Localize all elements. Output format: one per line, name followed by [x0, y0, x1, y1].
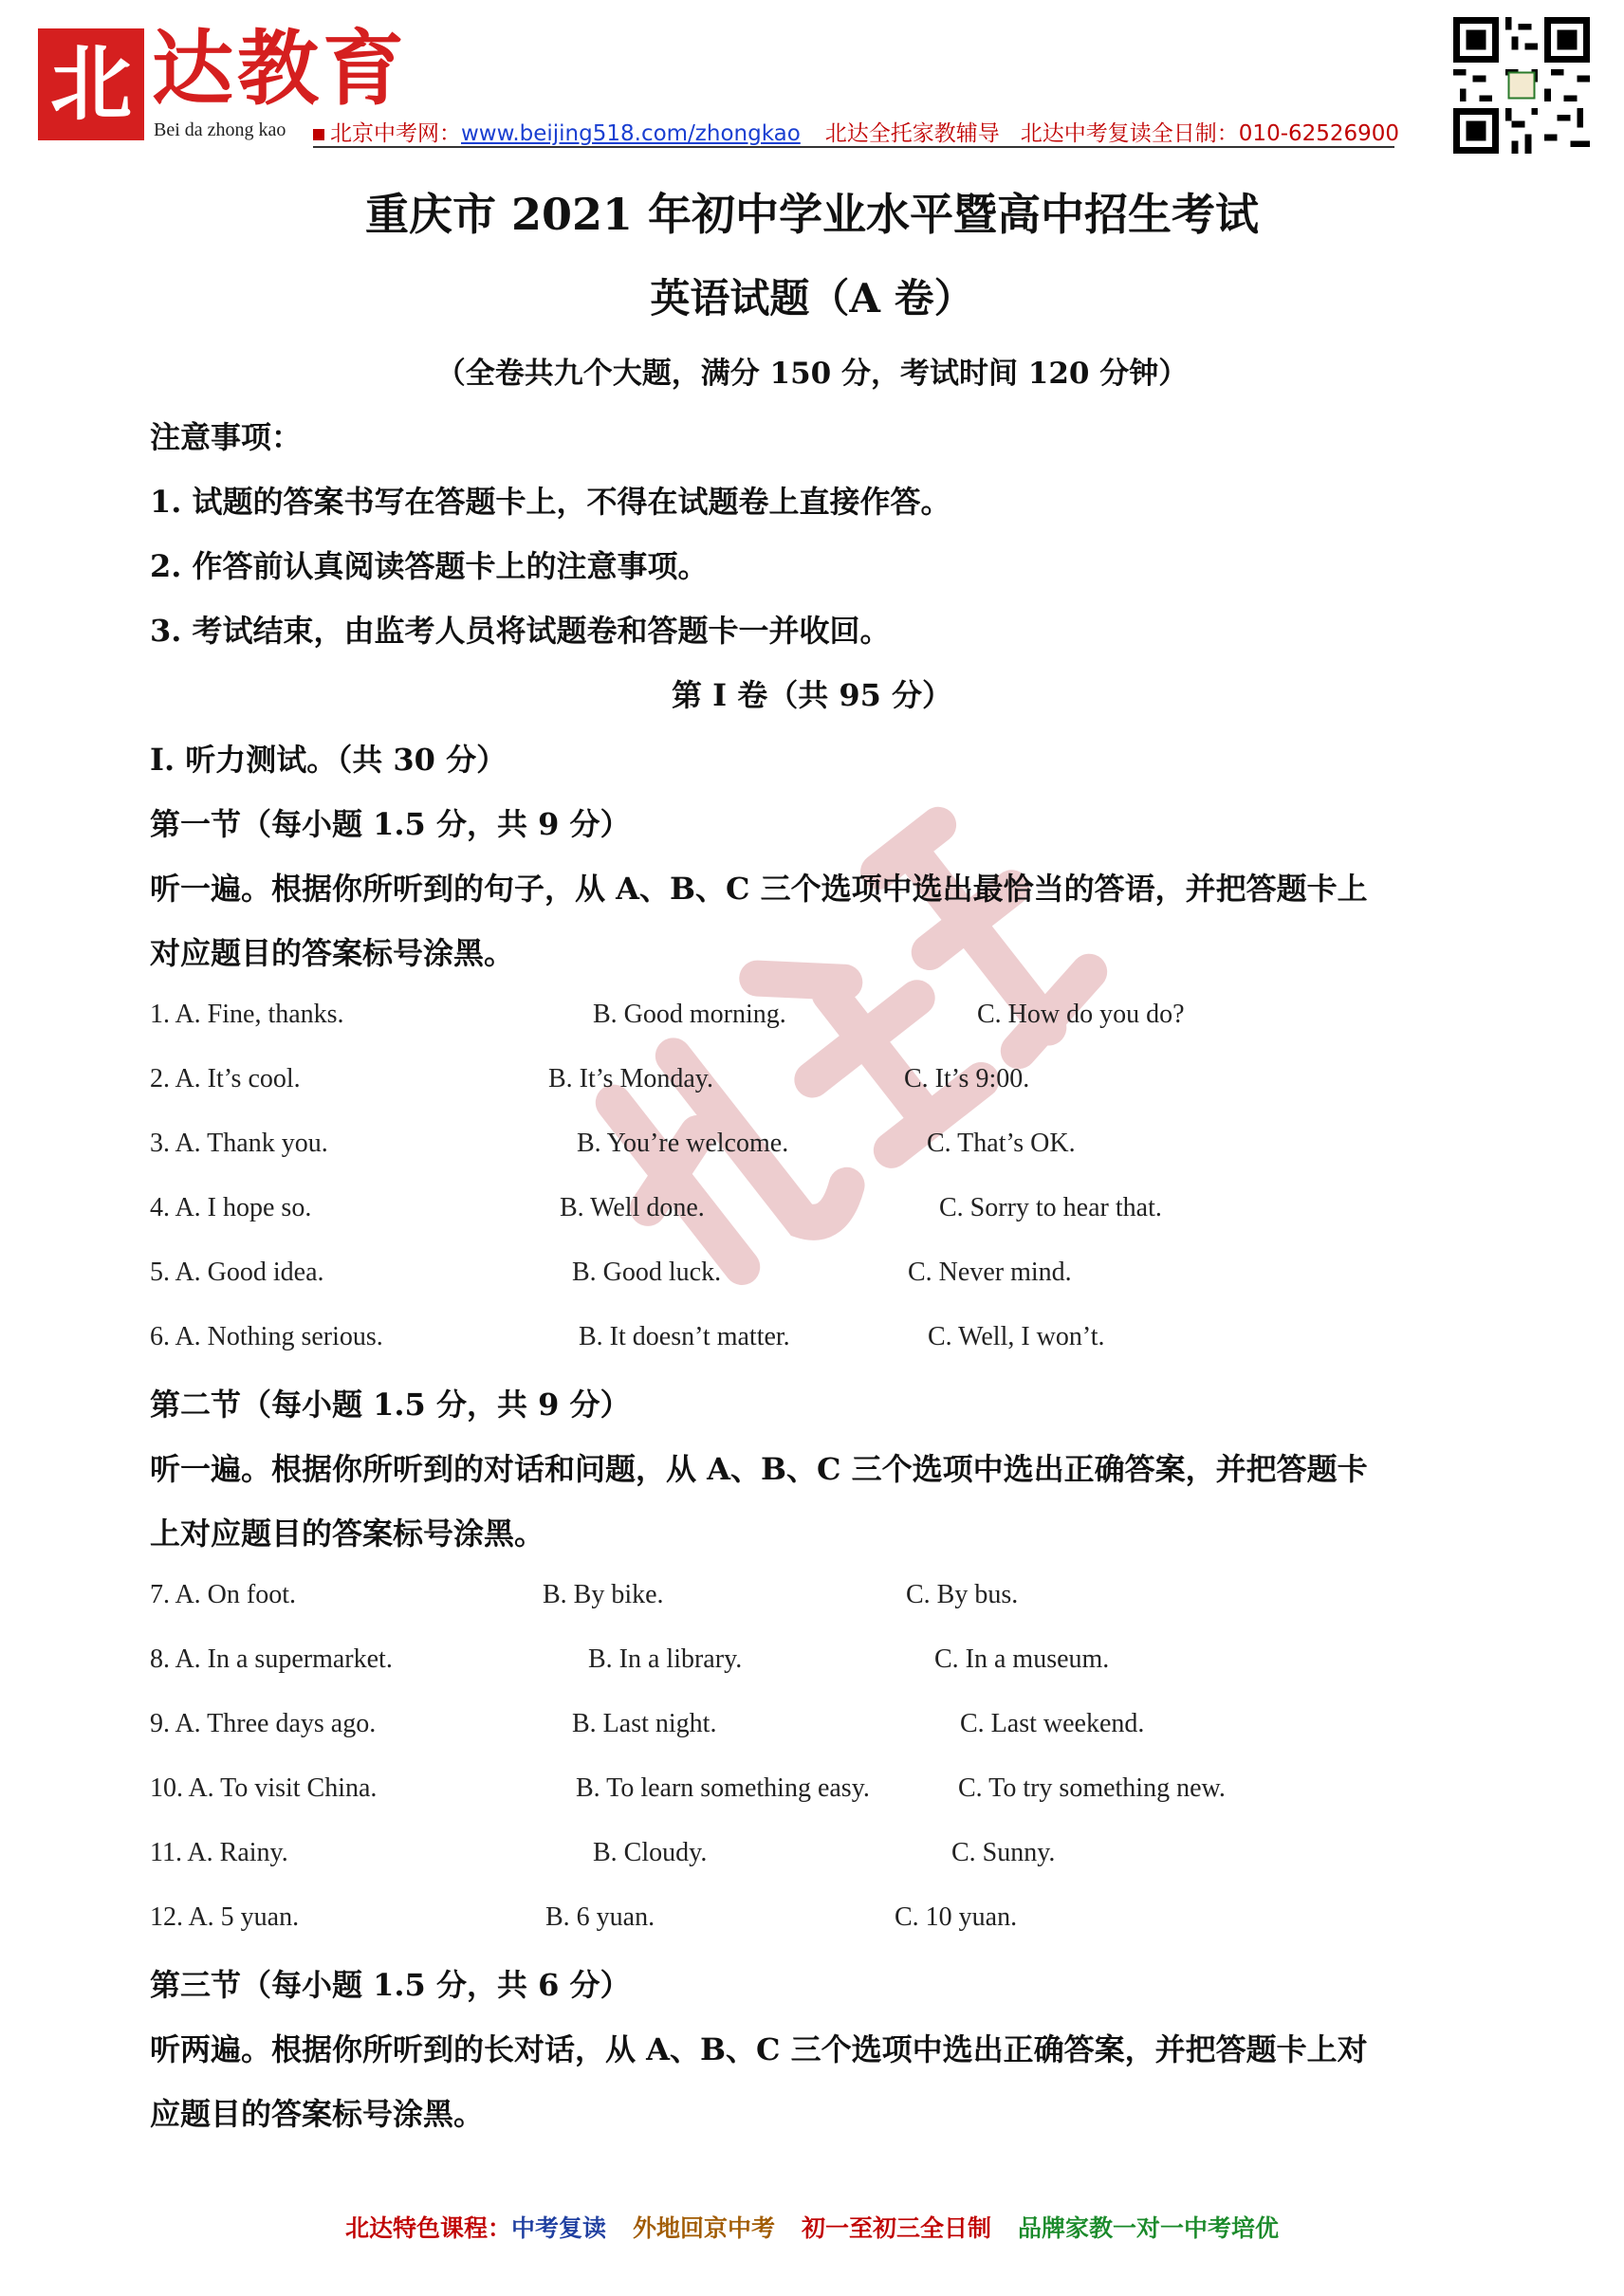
section-title: 第一节（每小题 1.5 分，共 9 分）	[150, 806, 631, 842]
question-option-a: 10. A. To visit China.	[150, 1773, 378, 1803]
question-option-a: 6. A. Nothing serious.	[150, 1322, 383, 1351]
footer-course: 初一至初三全日制	[802, 2214, 992, 2242]
question-option-b: B. It doesn’t matter.	[579, 1322, 790, 1351]
question-option-c: C. That’s OK.	[927, 1129, 1076, 1158]
question-option-c: C. How do you do?	[977, 1000, 1185, 1029]
question-option-a: 5. A. Good idea.	[150, 1258, 324, 1287]
question-option-b: B. 6 yuan.	[545, 1902, 655, 1932]
page-footer	[0, 2210, 1624, 2244]
site-link[interactable]: www.beijing518.com/zhongkao	[461, 121, 801, 146]
question-option-b: B. It’s Monday.	[548, 1064, 713, 1093]
note-item: 2. 作答前认真阅读答题卡上的注意事项。	[150, 548, 709, 584]
section-title: 第二节（每小题 1.5 分，共 9 分）	[150, 1387, 631, 1423]
question-option-a: 3. A. Thank you.	[150, 1129, 328, 1158]
question-option-b: B. To learn something easy.	[576, 1773, 870, 1803]
question-option-c: C. Well, I won’t.	[928, 1322, 1105, 1351]
footer-course: 中考复读	[510, 2214, 606, 2242]
section-title: 第三节（每小题 1.5 分，共 6 分）	[150, 1967, 631, 2003]
brand-logo	[38, 28, 144, 140]
logo-char: 北	[50, 37, 132, 132]
question-option-c: C. Last weekend.	[960, 1709, 1145, 1738]
section-instruction: 应题目的答案标号涂黑。	[150, 2096, 485, 2132]
part-heading: 第 I 卷（共 95 分）	[671, 677, 953, 713]
section-instruction: 听两遍。根据你所听到的长对话，从 A、B、C 三个选项中选出正确答案，并把答题卡上对	[150, 2031, 1368, 2067]
question-option-a: 11. A. Rainy.	[150, 1838, 288, 1867]
footer-course: 外地回京中考	[632, 2214, 775, 2242]
brand-name: 达教育	[152, 22, 408, 117]
question-option-c: C. Sorry to hear that.	[939, 1193, 1162, 1222]
question-option-a: 8. A. In a supermarket.	[150, 1644, 393, 1674]
question-option-c: C. In a museum.	[934, 1644, 1110, 1674]
question-option-a: 2. A. It’s cool.	[150, 1064, 301, 1093]
question-option-a: 9. A. Three days ago.	[150, 1709, 377, 1738]
footer-course: 品牌家教一对一中考培优	[1018, 2214, 1280, 2242]
exam-subtitle: 英语试题（A 卷）	[650, 275, 974, 321]
question-option-b: B. In a library.	[588, 1644, 743, 1674]
exam-info: （全卷共九个大题，满分 150 分，考试时间 120 分钟）	[435, 357, 1189, 391]
question-option-b: B. Good luck.	[572, 1258, 722, 1287]
question-option-b: B. Good morning.	[593, 1000, 786, 1029]
site-label: 北京中考网：	[330, 121, 461, 146]
question-option-c: C. It’s 9:00.	[904, 1064, 1030, 1093]
question-option-b: B. Last night.	[572, 1709, 717, 1738]
question-option-a: 7. A. On foot.	[150, 1580, 296, 1609]
question-option-c: C. 10 yuan.	[895, 1902, 1018, 1932]
section-instruction: 上对应题目的答案标号涂黑。	[150, 1515, 545, 1552]
question-option-b: B. Well done.	[560, 1193, 705, 1222]
question-option-b: B. You’re welcome.	[577, 1129, 789, 1158]
review-phone-text: 北达中考复读全日制：010-62526900	[1020, 121, 1400, 146]
question-option-c: C. Never mind.	[908, 1258, 1072, 1287]
question-option-c: C. Sunny.	[951, 1838, 1056, 1867]
section-instruction: 听一遍。根据你所听到的对话和问题，从 A、B、C 三个选项中选出正确答案，并把答题卡	[150, 1451, 1368, 1487]
listening-section-title: I. 听力测试。（共 30 分）	[150, 742, 508, 778]
note-item: 1. 试题的答案书写在答题卡上，不得在试题卷上直接作答。	[150, 484, 951, 520]
header-contact-line	[313, 116, 1399, 147]
question-option-b: B. By bike.	[543, 1580, 664, 1609]
footer-label: 北达特色课程：	[344, 2214, 511, 2242]
brand-english: Bei da zhong kao	[154, 119, 286, 140]
section-instruction: 对应题目的答案标号涂黑。	[150, 935, 515, 971]
page-header	[0, 0, 1624, 161]
exam-title: 重庆市 2021 年初中学业水平暨高中招生考试	[364, 189, 1260, 240]
question-option-a: 12. A. 5 yuan.	[150, 1902, 300, 1932]
qr-code-icon	[1453, 17, 1590, 154]
notes-heading: 注意事项：	[150, 419, 303, 455]
question-option-b: B. Cloudy.	[593, 1838, 708, 1867]
square-bullet-icon	[313, 129, 324, 140]
header-divider	[313, 146, 1394, 148]
question-option-a: 4. A. I hope so.	[150, 1193, 312, 1222]
question-option-c: C. To try something new.	[958, 1773, 1226, 1803]
question-option-c: C. By bus.	[906, 1580, 1019, 1609]
section-instruction: 听一遍。根据你所听到的句子，从 A、B、C 三个选项中选出最恰当的答语，并把答题卡上	[150, 871, 1368, 907]
question-option-a: 1. A. Fine, thanks.	[150, 1000, 344, 1029]
tutoring-text: 北达全托家教辅导	[824, 121, 1000, 146]
note-item: 3. 考试结束，由监考人员将试题卷和答题卡一并收回。	[150, 613, 891, 649]
